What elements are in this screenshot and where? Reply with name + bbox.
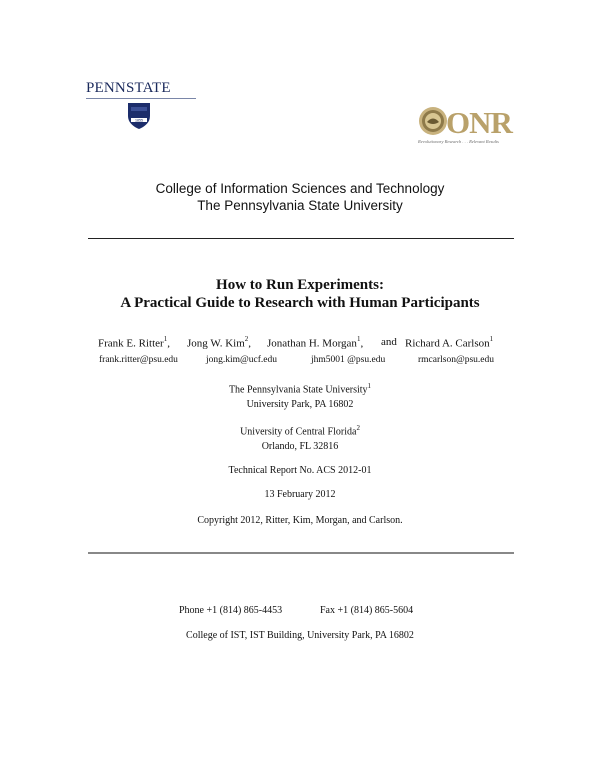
- bottom-divider: [88, 552, 514, 554]
- author-separator: ,: [167, 337, 170, 350]
- report-number: Technical Report No. ACS 2012-01: [228, 465, 372, 476]
- onr-logo: [418, 104, 513, 148]
- report-title-line2: A Practical Guide to Research with Human Participants: [120, 295, 480, 311]
- author-affiliation-sup: 1: [489, 335, 494, 343]
- affiliation-psu-name: The Pennsylvania State University: [228, 384, 368, 396]
- contact-phone: Phone +1 (814) 865-4453: [179, 605, 283, 616]
- author-name: Jonathan H. Morgan: [267, 337, 357, 350]
- contact-address: College of IST, IST Building, University Park, PA 16802: [186, 630, 414, 641]
- author-email-morgan: jhm5001 @psu.edu: [311, 355, 386, 365]
- affiliation-psu-location: University Park, PA 16802: [246, 399, 354, 410]
- report-title-line1: How to Run Experiments:: [216, 277, 384, 293]
- affiliation-psu-sup: 1: [367, 382, 372, 390]
- author-name: Richard A. Carlson: [405, 337, 490, 350]
- author-and: and: [381, 336, 397, 348]
- author-kim: [187, 336, 251, 350]
- penn-state-logo-rule: [86, 98, 196, 99]
- author-separator: ,: [360, 337, 364, 350]
- author-affiliation-sup: 1: [163, 335, 168, 343]
- onr-seal-icon: [418, 106, 448, 136]
- author-separator: ,: [248, 337, 252, 350]
- contact-fax: Fax +1 (814) 865-5604: [320, 605, 414, 616]
- affiliation-ucf-sup: 2: [356, 424, 360, 432]
- affiliation-ucf-location: Orlando, FL 32816: [261, 441, 339, 452]
- college-name: College of Information Sciences and Technology: [155, 181, 445, 196]
- author-ritter: [98, 336, 170, 350]
- onr-tagline: Revolutionary Research . . . Relevant Results: [418, 139, 499, 144]
- author-email-ritter: frank.ritter@psu.edu: [99, 355, 178, 365]
- author-affiliation-sup: 1: [356, 335, 361, 343]
- penn-state-wordmark: PENNSTATE: [86, 80, 171, 96]
- affiliation-ucf-name: University of Central Florida: [240, 426, 357, 438]
- penn-state-shield-icon: [125, 102, 153, 130]
- report-date: 13 February 2012: [264, 489, 336, 500]
- author-morgan: [267, 336, 363, 350]
- author-affiliation-sup: 2: [244, 335, 249, 343]
- copyright-notice: Copyright 2012, Ritter, Kim, Morgan, and Carlson.: [197, 515, 403, 526]
- university-name: The Pennsylvania State University: [197, 198, 403, 213]
- shield-year: 1855: [135, 118, 143, 123]
- author-name: Frank E. Ritter: [98, 337, 164, 350]
- affiliation-psu: [0, 382, 600, 395]
- author-carlson: [405, 336, 493, 350]
- author-email-carlson: rmcarlson@psu.edu: [418, 355, 495, 365]
- penn-state-logo: [86, 80, 198, 130]
- author-name: Jong W. Kim: [187, 337, 245, 350]
- affiliation-ucf: [0, 424, 600, 437]
- author-email-kim: jong.kim@ucf.edu: [206, 355, 278, 365]
- onr-wordmark: ONR: [446, 105, 512, 140]
- top-divider: [88, 238, 514, 239]
